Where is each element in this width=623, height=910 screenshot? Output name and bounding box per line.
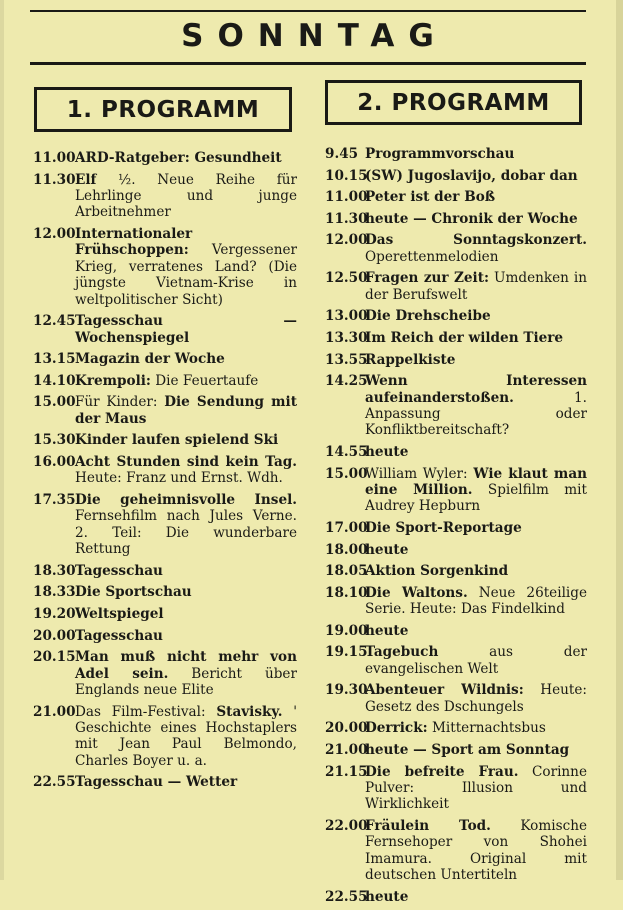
- entry-text: [365, 466, 587, 515]
- entry-title: Derrick:: [365, 720, 428, 737]
- entry-text: [365, 889, 587, 905]
- entry-description-secondary: ' Geschichte eines Hochstaplers mit Jean Paul Belmondo, Charles Boyer u. a.: [75, 703, 297, 769]
- entry-text: [365, 373, 587, 439]
- entry-time: 12.50: [325, 270, 368, 287]
- listing-entry: [325, 644, 587, 677]
- page-edge-left: [0, 0, 4, 880]
- entry-title: Die Sport-Reportage: [365, 519, 522, 536]
- listing-entry: [325, 270, 587, 303]
- listing-entry: [325, 542, 587, 558]
- listing-entry: [325, 232, 587, 265]
- entry-title: Fräulein Tod.: [365, 817, 491, 834]
- entry-title: Weltspiegel: [75, 606, 164, 622]
- entry-text: [365, 542, 587, 558]
- program-1-heading: 1. PROGRAMM: [34, 87, 292, 132]
- listing-entry: [325, 764, 587, 813]
- entry-time: 22.55: [325, 888, 368, 905]
- entry-text: [75, 351, 297, 367]
- listing-entry: [33, 454, 297, 487]
- entry-title: Fragen zur Zeit:: [365, 270, 490, 287]
- entry-text: [365, 168, 587, 184]
- entry-time: 11.00: [325, 189, 368, 206]
- entry-text: [75, 394, 297, 427]
- entry-title: (SW) Jugoslavijo, dobar dan: [365, 167, 578, 184]
- entry-time: 19.30: [325, 682, 368, 699]
- entry-title: heute — Sport am Sonntag: [365, 741, 570, 758]
- entry-description: ½. Neue Reihe für Lehrlinge und junge Arbeitnehmer: [75, 171, 297, 221]
- entry-description: 1. Anpassung oder Konfliktbereitschaft?: [365, 389, 587, 439]
- entry-text: [75, 774, 297, 790]
- entry-title-secondary: Wie klaut man eine Million.: [365, 465, 588, 498]
- listing-entry: [33, 351, 297, 367]
- entry-text: [75, 606, 297, 622]
- entry-title: Tagesschau — Wochenspiegel: [75, 313, 297, 346]
- listing-entry: [325, 720, 587, 736]
- entry-text: [365, 352, 587, 368]
- entry-title: Im Reich der wilden Tiere: [365, 329, 564, 346]
- entry-title: heute — Chronik der Woche: [365, 210, 578, 227]
- entry-time: 20.00: [33, 627, 76, 644]
- entry-title: heute: [365, 541, 409, 558]
- entry-text: [365, 444, 587, 460]
- listing-entry: [325, 373, 587, 439]
- listing-entry: [325, 308, 587, 324]
- listing-entry: [325, 520, 587, 536]
- listing-entry: [33, 226, 297, 308]
- entry-text: [75, 628, 297, 644]
- listing-entry: [325, 742, 587, 758]
- entry-text: [365, 270, 587, 303]
- entry-title: Acht Stunden sind kein Tag.: [75, 454, 297, 470]
- entry-time: 21.00: [325, 741, 368, 758]
- entry-time: 19.00: [325, 622, 368, 639]
- title-underline: [30, 62, 586, 65]
- entry-title: Das Sonntagskonzert.: [365, 232, 587, 249]
- entry-text: [365, 720, 587, 736]
- entry-title: Wenn Interessen aufeinanderstoßen.: [365, 373, 587, 406]
- entry-time: 18.00: [325, 541, 368, 558]
- entry-description: William Wyler:: [365, 465, 468, 482]
- entry-text: [75, 373, 297, 389]
- listing-entry: [325, 466, 587, 515]
- entry-time: 12.00: [325, 232, 368, 249]
- entry-title: Man muß nicht mehr von Adel sein.: [75, 649, 297, 682]
- entry-description: Heute: Gesetz des Dschungels: [365, 682, 587, 715]
- listing-entry: [325, 818, 587, 884]
- entry-title: Abenteuer Wildnis:: [365, 682, 524, 699]
- entry-time: 14.55: [325, 443, 368, 460]
- entry-title: heute: [365, 888, 409, 905]
- program-1-listing: [33, 150, 297, 796]
- entry-time: 13.55: [325, 351, 368, 368]
- entry-text: [75, 313, 297, 346]
- listing-entry: [33, 704, 297, 770]
- entry-title: Die geheimnisvolle Insel.: [75, 492, 297, 508]
- entry-time: 15.00: [325, 465, 368, 482]
- entry-time: 20.15: [33, 649, 76, 666]
- entry-title: Tagesschau — Wetter: [75, 774, 238, 791]
- listing-entry: [325, 585, 587, 618]
- top-rule: [30, 10, 586, 12]
- listing-entry: [325, 352, 587, 368]
- entry-description: aus der evangelischen Welt: [365, 644, 587, 677]
- entry-title: Die Sportschau: [75, 584, 192, 601]
- entry-time: 14.25: [325, 373, 368, 390]
- entry-text: [75, 704, 297, 770]
- entry-title: Aktion Sorgenkind: [365, 563, 509, 580]
- listing-entry: [33, 373, 297, 389]
- entry-text: [365, 682, 587, 715]
- entry-title: Die befreite Frau.: [365, 763, 519, 780]
- entry-title: Programmvorschau: [365, 146, 515, 162]
- entry-time: 11.30: [325, 210, 368, 227]
- listing-entry: [325, 444, 587, 460]
- entry-time: 18.05: [325, 563, 368, 580]
- entry-description: Vergessener Krieg, verratenes Land? (Die jüngste Vietnam-Krise in weltpolitischer Sicht): [75, 242, 297, 308]
- entry-time: 13.15: [33, 351, 76, 368]
- entry-title: Peter ist der Boß: [365, 189, 496, 206]
- entry-description: Bericht über Englands neue Elite: [75, 665, 297, 698]
- entry-time: 21.00: [33, 703, 76, 720]
- entry-text: [75, 172, 297, 221]
- entry-time: 11.30: [33, 171, 76, 188]
- entry-time: 12.45: [33, 313, 76, 330]
- entry-time: 12.00: [33, 226, 76, 242]
- entry-time: 21.15: [325, 763, 368, 780]
- listing-entry: [325, 168, 587, 184]
- entry-text: [75, 563, 297, 579]
- entry-description: Die Feuertaufe: [155, 372, 259, 389]
- listing-entry: [325, 889, 587, 905]
- entry-text: [365, 308, 587, 324]
- entry-title: heute: [365, 622, 409, 639]
- listing-entry: [33, 394, 297, 427]
- entry-description: Für Kinder:: [75, 394, 158, 411]
- entry-text: [365, 211, 587, 227]
- entry-description: Corinne Pulver: Illusion und Wirklichkeit: [365, 763, 587, 813]
- entry-title: Rappelkiste: [365, 351, 456, 368]
- entry-time: 22.55: [33, 774, 76, 791]
- entry-time: 11.00: [33, 150, 76, 166]
- listing-entry: [325, 146, 587, 162]
- entry-time: 15.00: [33, 394, 76, 411]
- entry-text: [365, 189, 587, 205]
- entry-text: [75, 432, 297, 448]
- entry-text: [365, 585, 587, 618]
- entry-time: 18.33: [33, 584, 76, 601]
- page-edge-right: [616, 0, 623, 880]
- entry-title: Internationaler Frühschoppen:: [75, 226, 193, 259]
- entry-title: Tagesschau: [75, 627, 163, 644]
- entry-text: [75, 150, 297, 166]
- listing-entry: [33, 606, 297, 622]
- entry-text: [75, 226, 297, 308]
- entry-description: Komische Fernsehoper von Shohei Imamura. Original mit deutschen Untertiteln: [365, 817, 587, 884]
- entry-description: Umdenken in der Berufswelt: [365, 270, 588, 303]
- entry-title: Tagesschau: [75, 562, 163, 579]
- listing-entry: [33, 584, 297, 600]
- entry-text: [365, 644, 587, 677]
- entry-text: [75, 584, 297, 600]
- entry-text: [365, 563, 587, 579]
- entry-title: Magazin der Woche: [75, 351, 225, 368]
- entry-text: [365, 232, 587, 265]
- entry-title: Elf: [75, 171, 97, 188]
- entry-title: Die Waltons.: [365, 584, 468, 601]
- listing-entry: [33, 432, 297, 448]
- listing-entry: [325, 330, 587, 346]
- listing-entry: [325, 682, 587, 715]
- listing-entry: [33, 563, 297, 579]
- entry-time: 15.30: [33, 432, 76, 449]
- entry-text: [75, 492, 297, 558]
- entry-description-secondary: Spielfilm mit Audrey Hepburn: [365, 481, 587, 515]
- listing-entry: [33, 774, 297, 790]
- entry-time: 18.30: [33, 562, 76, 579]
- entry-time: 19.20: [33, 606, 76, 622]
- entry-time: 13.00: [325, 308, 368, 325]
- entry-text: [365, 330, 587, 346]
- entry-title: Die Drehscheibe: [365, 308, 491, 325]
- listing-entry: [325, 623, 587, 639]
- program-2-listing: [325, 146, 587, 910]
- entry-description: Das Film-Festival:: [75, 703, 206, 720]
- entry-time: 17.00: [325, 519, 368, 536]
- entry-time: 17.35: [33, 492, 76, 508]
- listing-entry: [33, 150, 297, 166]
- listing-entry: [33, 649, 297, 698]
- listing-entry: [325, 189, 587, 205]
- day-title: SONNTAG: [181, 18, 448, 54]
- entry-text: [365, 520, 587, 536]
- entry-title: Kinder laufen spielend Ski: [75, 432, 279, 449]
- entry-text: [75, 649, 297, 698]
- entry-title: ARD-Ratgeber: Gesundheit: [75, 150, 282, 166]
- listing-entry: [33, 492, 297, 558]
- entry-text: [365, 146, 587, 162]
- entry-time: 16.00: [33, 454, 76, 470]
- entry-time: 22.00: [325, 817, 368, 834]
- entry-time: 20.00: [325, 720, 368, 737]
- entry-time: 19.15: [325, 644, 368, 661]
- entry-text: [365, 818, 587, 884]
- entry-time: 18.10: [325, 584, 368, 601]
- entry-time: 13.30: [325, 329, 368, 346]
- entry-description: Neue 26teilige Serie. Heute: Das Findelkind: [365, 584, 588, 618]
- entry-time: 14.10: [33, 372, 76, 389]
- listing-entry: [325, 211, 587, 227]
- entry-title-secondary: Die Sendung mit der Maus: [75, 394, 297, 427]
- entry-time: 10.15: [325, 167, 368, 184]
- entry-text: [365, 623, 587, 639]
- program-2-heading: 2. PROGRAMM: [325, 80, 582, 125]
- entry-description: Heute: Franz und Ernst. Wdh.: [75, 470, 283, 487]
- entry-text: [365, 742, 587, 758]
- listing-entry: [33, 628, 297, 644]
- entry-text: [365, 764, 587, 813]
- entry-text: [75, 454, 297, 487]
- listing-entry: [33, 313, 297, 346]
- entry-title-secondary: Stavisky.: [216, 703, 283, 720]
- entry-time: 9.45: [325, 146, 359, 162]
- entry-title: heute: [365, 443, 409, 460]
- entry-title: Tagebuch: [365, 644, 439, 661]
- entry-description: Mitternachtsbus: [431, 720, 546, 737]
- entry-description: Operettenmelodien: [365, 248, 499, 265]
- entry-description: Fernsehfilm nach Jules Verne. 2. Teil: Die wunderbare Rettung: [75, 508, 297, 558]
- entry-title: Krempoli:: [75, 372, 151, 389]
- listing-entry: [325, 563, 587, 579]
- listing-entry: [33, 172, 297, 221]
